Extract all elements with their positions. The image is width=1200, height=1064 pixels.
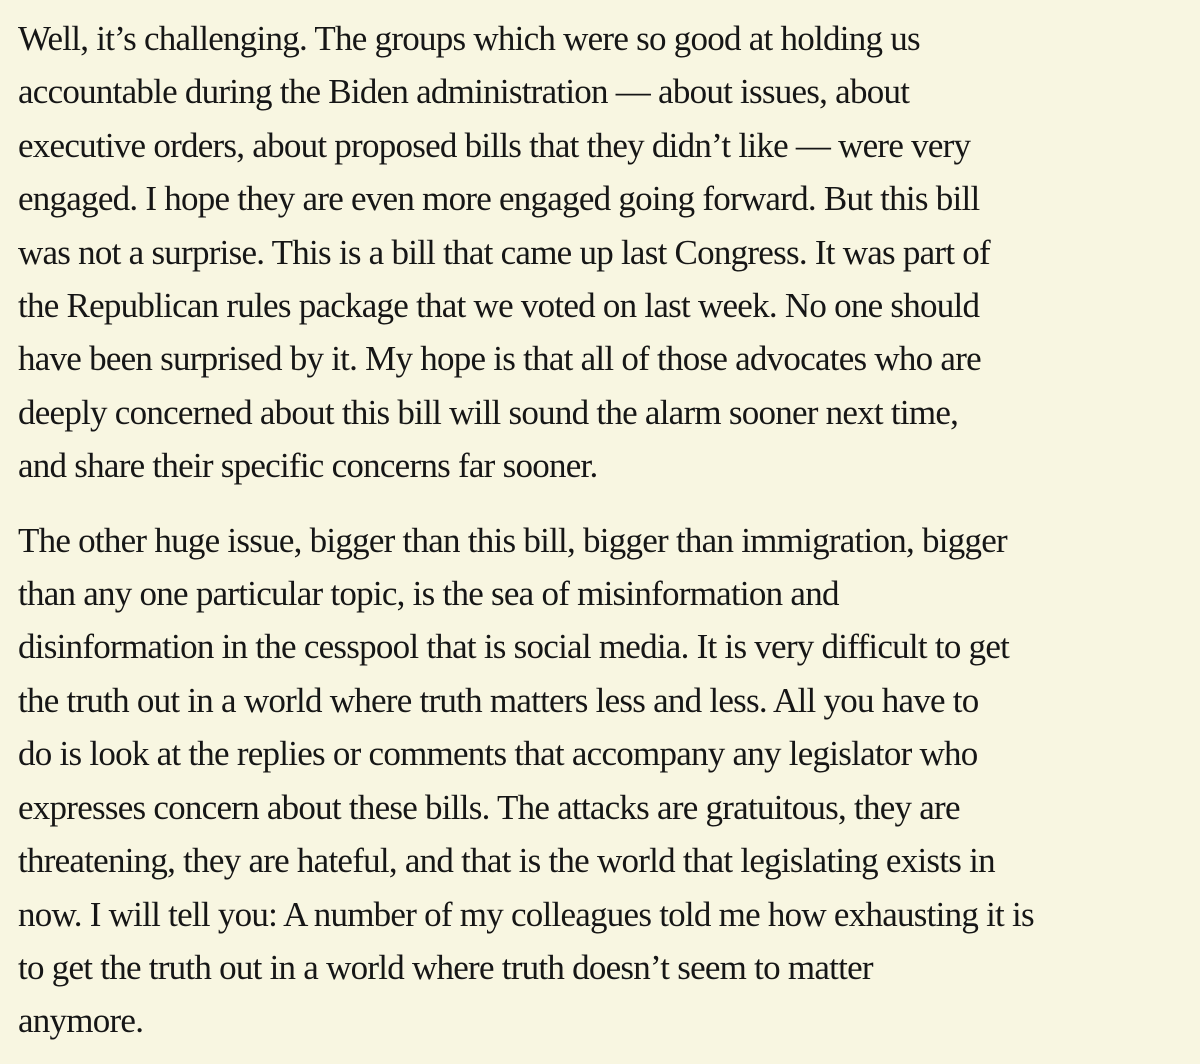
text-line: disinformation in the cesspool that is social media. It is very difficult to get [18, 627, 1010, 667]
text-line: do is look at the replies or comments that accompany any legislator who [18, 734, 978, 774]
text-line: expresses concern about these bills. The attacks are gratuitous, they are [18, 787, 960, 827]
text-line: The other huge issue, bigger than this bill, bigger than immigration, bigger [18, 520, 1007, 560]
text-line: and share their specific concerns far sooner. [18, 446, 598, 486]
text-line: executive orders, about proposed bills that they didn’t like — were very [18, 125, 971, 165]
text-line: Well, it’s challenging. The groups which were so good at holding us [18, 19, 920, 58]
article-paragraph-2 [18, 514, 1182, 1048]
text-line: was not a surprise. This is a bill that came up last Congress. It was part of [18, 232, 990, 272]
text-line: anymore. [18, 1001, 144, 1041]
text-line: threatening, they are hateful, and that is the world that legislating exists in [18, 841, 995, 881]
text-line: the truth out in a world where truth matters less and less. All you have to [18, 680, 979, 720]
text-line: deeply concerned about this bill will sound the alarm sooner next time, [18, 392, 959, 432]
text-line: have been surprised by it. My hope is that all of those advocates who are [18, 339, 981, 379]
text-line: engaged. I hope they are even more engaged going forward. But this bill [18, 179, 980, 219]
text-line: than any one particular topic, is the sea of misinformation and [18, 574, 839, 614]
text-line: now. I will tell you: A number of my colleagues told me how exhausting it is [18, 894, 1034, 934]
text-line: accountable during the Biden administration — about issues, about [18, 72, 910, 112]
article-paragraph-1 [18, 12, 1182, 493]
text-line: the Republican rules package that we voted on last week. No one should [18, 286, 980, 326]
text-line: to get the truth out in a world where truth doesn’t seem to matter [18, 947, 873, 987]
